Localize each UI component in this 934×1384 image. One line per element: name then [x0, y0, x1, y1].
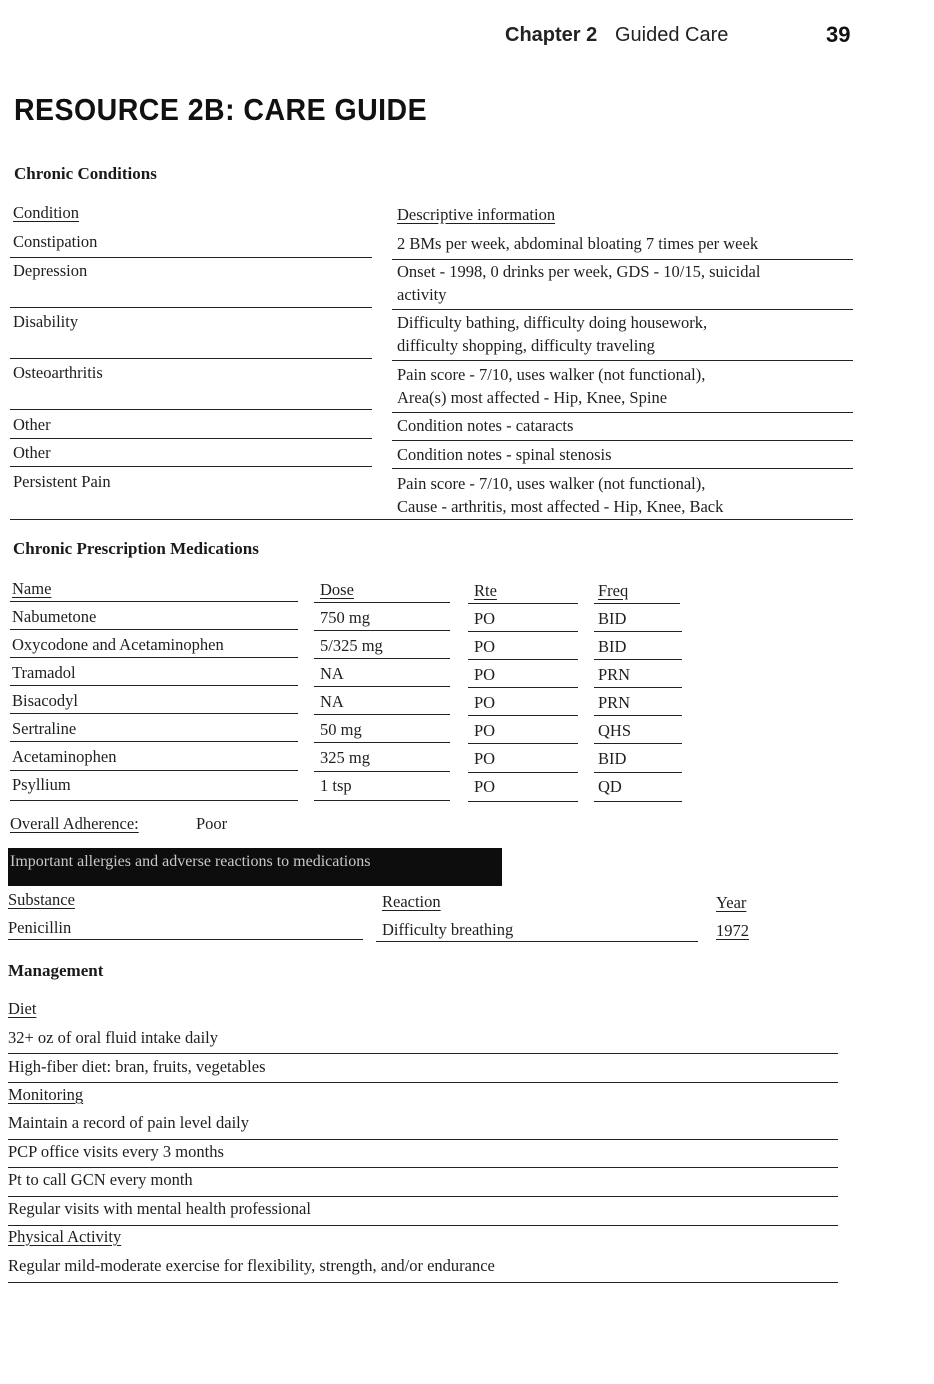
- medication-frequency: QHS: [598, 721, 632, 740]
- allergy-reaction: Difficulty breathing: [382, 920, 514, 939]
- medication-frequency: PRN: [598, 693, 631, 712]
- row-divider: [8, 1167, 838, 1168]
- medication-name: Tramadol: [12, 663, 76, 682]
- row-divider: [468, 659, 578, 660]
- row-divider: [594, 631, 682, 632]
- condition-info: Area(s) most affected - Hip, Knee, Spine: [397, 388, 668, 407]
- medication-dose: NA: [320, 664, 344, 683]
- chronic-conditions-heading: Chronic Conditions: [14, 164, 157, 183]
- condition-name: Depression: [13, 261, 88, 280]
- condition-name: Disability: [13, 312, 79, 331]
- row-divider: [468, 603, 578, 604]
- allergy-substance: Penicillin: [8, 918, 72, 937]
- monitoring-item: PCP office visits every 3 months: [8, 1142, 224, 1161]
- medication-route: PO: [474, 749, 496, 768]
- row-divider: [594, 603, 680, 604]
- condition-info: 2 BMs per week, abdominal bloating 7 times per week: [397, 234, 759, 253]
- condition-info: Condition notes - spinal stenosis: [397, 445, 612, 464]
- medication-frequency: BID: [598, 637, 627, 656]
- row-divider: [10, 409, 372, 410]
- diet-item: High-fiber diet: bran, fruits, vegetables: [8, 1057, 266, 1076]
- row-divider: [10, 358, 372, 359]
- row-divider: [10, 601, 298, 602]
- row-divider: [392, 440, 853, 441]
- medication-name: Nabumetone: [12, 607, 97, 626]
- condition-info: Pain score - 7/10, uses walker (not functional),: [397, 474, 706, 493]
- condition-column-header: Condition: [13, 203, 80, 222]
- row-divider: [314, 658, 450, 659]
- management-heading: Management: [8, 961, 104, 980]
- row-divider: [392, 360, 853, 361]
- row-divider: [8, 1225, 838, 1226]
- adherence-label: Overall Adherence:: [10, 814, 139, 833]
- row-divider: [314, 686, 450, 687]
- row-divider: [10, 770, 298, 771]
- allergy-year: 1972: [716, 921, 749, 940]
- medications-heading: Chronic Prescription Medications: [13, 539, 259, 558]
- name-column-header: Name: [12, 579, 52, 598]
- reaction-column-header: Reaction: [382, 892, 441, 911]
- physical-activity-item: Regular mild-moderate exercise for flexibility, strength, and/or endurance: [8, 1256, 495, 1275]
- medication-dose: 750 mg: [320, 608, 370, 627]
- row-divider: [8, 1082, 838, 1083]
- medication-frequency: QD: [598, 777, 622, 796]
- diet-subheading: Diet: [8, 999, 37, 1018]
- allergies-heading-bar: Important allergies and adverse reactions to medications: [8, 848, 502, 886]
- row-divider: [10, 307, 372, 308]
- row-divider: [8, 1053, 838, 1054]
- medication-dose: 5/325 mg: [320, 636, 383, 655]
- monitoring-subheading: Monitoring: [8, 1085, 84, 1104]
- row-divider: [376, 941, 698, 942]
- row-divider: [10, 713, 298, 714]
- condition-name: Persistent Pain: [13, 472, 111, 491]
- condition-name: Other: [13, 443, 51, 462]
- condition-name: Other: [13, 415, 51, 434]
- row-divider: [314, 630, 450, 631]
- row-divider: [10, 257, 372, 258]
- row-divider: [594, 801, 682, 802]
- diet-item: 32+ oz of oral fluid intake daily: [8, 1028, 218, 1047]
- row-divider: [468, 743, 578, 744]
- year-column-header: Year: [716, 893, 747, 912]
- medication-route: PO: [474, 637, 496, 656]
- row-divider: [468, 631, 578, 632]
- row-divider: [594, 715, 682, 716]
- row-divider: [8, 1139, 838, 1140]
- medication-dose: 50 mg: [320, 720, 362, 739]
- route-column-header: Rte: [474, 581, 497, 600]
- medication-route: PO: [474, 693, 496, 712]
- condition-info: Onset - 1998, 0 drinks per week, GDS - 10/15, suicidal: [397, 262, 761, 281]
- row-divider: [594, 659, 682, 660]
- medication-name: Sertraline: [12, 719, 77, 738]
- dose-column-header: Dose: [320, 580, 354, 599]
- row-divider: [314, 602, 450, 603]
- medication-frequency: PRN: [598, 665, 631, 684]
- row-divider: [468, 715, 578, 716]
- chapter-label: Chapter 2: [505, 24, 598, 46]
- row-divider: [392, 309, 853, 310]
- monitoring-item: Pt to call GCN every month: [8, 1170, 193, 1189]
- row-divider: [594, 687, 682, 688]
- medication-frequency: BID: [598, 749, 627, 768]
- substance-column-header: Substance: [8, 890, 75, 909]
- row-divider: [594, 743, 682, 744]
- row-divider: [392, 412, 853, 413]
- row-divider: [10, 438, 372, 439]
- info-column-header: Descriptive information: [397, 205, 556, 224]
- row-divider: [314, 771, 450, 772]
- row-divider: [314, 714, 450, 715]
- condition-info: Difficulty bathing, difficulty doing housework,: [397, 313, 708, 332]
- physical-activity-subheading: Physical Activity: [8, 1227, 122, 1246]
- medication-name: Oxycodone and Acetaminophen: [12, 635, 224, 654]
- condition-name: Osteoarthritis: [13, 363, 103, 382]
- condition-name: Constipation: [13, 232, 98, 251]
- medication-dose: NA: [320, 692, 344, 711]
- row-divider: [314, 742, 450, 743]
- row-divider: [10, 657, 298, 658]
- row-divider: [10, 629, 298, 630]
- medication-route: PO: [474, 721, 496, 740]
- table-bottom-rule: [10, 519, 853, 520]
- medication-route: PO: [474, 665, 496, 684]
- condition-info: Pain score - 7/10, uses walker (not functional),: [397, 365, 706, 384]
- row-divider: [10, 466, 372, 467]
- row-divider: [594, 772, 682, 773]
- row-divider: [8, 939, 363, 940]
- row-divider: [8, 1282, 838, 1283]
- condition-info: activity: [397, 285, 447, 304]
- condition-info: Cause - arthritis, most affected - Hip, Knee, Back: [397, 497, 724, 516]
- row-divider: [314, 800, 450, 801]
- medication-route: PO: [474, 777, 496, 796]
- medication-dose: 1 tsp: [320, 776, 352, 795]
- row-divider: [10, 741, 298, 742]
- monitoring-item: Regular visits with mental health professional: [8, 1199, 311, 1218]
- frequency-column-header: Freq: [598, 581, 629, 600]
- medication-route: PO: [474, 609, 496, 628]
- row-divider: [468, 772, 578, 773]
- row-divider: [8, 1196, 838, 1197]
- row-divider: [10, 685, 298, 686]
- adherence-value: Poor: [196, 814, 228, 833]
- monitoring-item: Maintain a record of pain level daily: [8, 1113, 249, 1132]
- page-number: 39: [826, 22, 851, 47]
- medication-name: Bisacodyl: [12, 691, 78, 710]
- row-divider: [468, 687, 578, 688]
- row-divider: [392, 468, 853, 469]
- section-label: Guided Care: [615, 24, 729, 46]
- row-divider: [10, 800, 298, 801]
- condition-info: Condition notes - cataracts: [397, 416, 574, 435]
- medication-name: Psyllium: [12, 775, 71, 794]
- medication-frequency: BID: [598, 609, 627, 628]
- row-divider: [468, 801, 578, 802]
- page-title: RESOURCE 2B: CARE GUIDE: [14, 92, 428, 127]
- medication-dose: 325 mg: [320, 748, 370, 767]
- medication-name: Acetaminophen: [12, 747, 117, 766]
- condition-info: difficulty shopping, difficulty traveling: [397, 336, 655, 355]
